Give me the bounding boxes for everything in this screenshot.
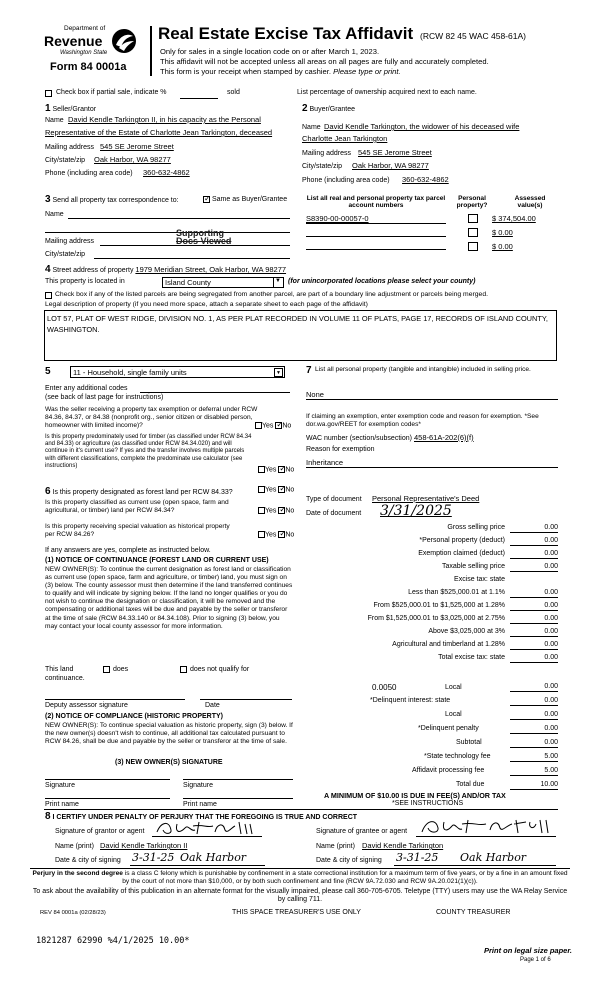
tech-fee-value[interactable]: 5.00 [544,753,558,760]
corr-name-field-2[interactable] [45,232,290,233]
forest-question: Is this property designated as forest land per RCW 84.33? [52,489,233,496]
if-yes-note: If any answers are yes, complete as instructed below. [45,547,211,554]
wac-label: WAC number (section/subsection) [306,435,412,442]
tax-row-value[interactable]: 0.00 [544,589,558,596]
q2-yes-label: Yes [265,466,277,474]
corr-city-label: City/state/zip [45,251,86,258]
q4-yes-no [258,507,294,514]
does-not-checkbox[interactable] [180,666,187,673]
additional-codes-field[interactable] [140,392,290,393]
affidavit-fee-value[interactable]: 5.00 [544,767,558,774]
tax-row-label: Gross selling price [447,524,505,531]
buyer-section-number: 2 [302,103,308,114]
personal-property-value[interactable]: None [306,390,324,399]
delinquent-penalty-line [510,733,558,734]
parcel-number-1[interactable]: S8390-00-00057-0 [306,214,369,223]
correspondence-label: Send all property tax correspondence to: [52,197,179,204]
tech-fee-label: *State technology fee [424,753,491,760]
q2-no-checkbox[interactable] [278,466,285,473]
county-select-value: Island County [165,278,211,287]
tax-row-label: *Personal property (deduct) [419,537,505,544]
reason-label: Reason for exemption [306,446,375,453]
perjury-notice [30,870,570,885]
form-number: Form 84 0001a [50,61,127,73]
header-divider [150,26,152,76]
q5-yes-label: Yes [265,531,277,539]
buyer-mailing-label: Mailing address [302,150,352,157]
owner-signature-label-1: Signature [45,782,75,789]
total-due-label: Total due [456,781,485,788]
header-note-2: This affidavit will not be accepted unless all areas on all pages are fully and accurately completed. [160,57,489,66]
personal-property-label: List all personal property (tangible and intangible) included in selling price. [315,366,531,373]
q1-yes-label: Yes [262,422,274,430]
personal-property-checkbox-1[interactable] [468,214,478,223]
current-use-question: Is this property classified as current use (open space, farm and agricultural, or timber) land per RCW 84.34? [45,499,229,514]
local2-label: Local [445,711,462,718]
seller-name-line1[interactable]: David Kendle Tarkington II, in his capacity as the Personal [68,115,261,124]
subtotal-label: Subtotal [456,739,482,746]
deputy-signature-label: Deputy assessor signature [45,702,128,709]
local2-value[interactable]: 0.00 [544,711,558,718]
doc-date-field[interactable]: 3/31/2025 [380,503,452,519]
buyer-mailing-field[interactable]: 545 SE Jerome Street [358,148,432,157]
assessed-col-header: Assessed value(s) [514,195,546,209]
county-label: This property is located in [45,278,125,285]
reason-line [306,467,558,468]
grantee-signature[interactable] [418,816,558,838]
correspondence-heading [45,194,179,205]
wac-field[interactable]: 458-61A-202(6)(f) [414,433,474,442]
ownership-note: List percentage of ownership acquired next to each name. [297,89,477,96]
cashier-stamp: 1821287 62990 %4/1/2025 10.00* [36,936,190,946]
notice-continuance-heading: (1) NOTICE OF CONTINUANCE (FOREST LAND OR CURRENT USE) [45,557,269,564]
page-number: Page 1 of 6 [520,957,551,963]
notice-compliance-text: NEW OWNER(S): To continue special valuation as historic property, sign (3) below. If the new owner(s) doesn't wish to continue, all additional tax calculated pursuant to RCW 84.26, shall be due and payable by the seller or transferor at the time of sale. [45,722,293,746]
header-note-1: Only for sales in a single location code on or after March 1, 2023. [160,47,380,56]
legal-label: Legal description of property (if you need more space, attach a separate sheet to each page of the affidavit) [45,301,368,308]
buyer-name-label: Name [302,124,321,131]
q5-no-label: No [285,531,295,539]
accessibility-notice: To ask about the availability of this publication in an alternate format for the visually impaired, please call 360-705-6705. Teletype (TTY) users may use the WA Relay Service by calling 711. [32,888,568,903]
grantor-signature[interactable] [155,818,260,838]
parcel-line-3 [306,249,446,250]
delinquent-interest-line [510,705,558,706]
location-heading [45,264,286,275]
subtotal-value[interactable]: 0.00 [544,739,558,746]
buyer-name-line2[interactable]: Charlotte Jean Tarkington [302,134,388,143]
q3-yes-no [258,486,294,493]
header-note-3a: This form is your receipt when stamped by cashier. [160,67,331,76]
grantor-city-field[interactable]: Oak Harbor [180,851,247,864]
legal-description-field[interactable] [44,310,557,361]
chevron-down-icon: ▼ [274,368,283,377]
legal-paper-note: Print on legal size paper. [484,946,572,955]
section7-number: 7 [306,365,312,376]
tax-row-line [510,662,558,663]
section8-number: 8 [45,811,51,822]
this-land-label: This land [45,666,74,673]
partial-sold-label: sold [227,89,240,96]
owner-signature-field-1[interactable] [45,779,170,780]
q3-yes-label: Yes [265,486,277,494]
owner-print-field-2[interactable] [183,798,293,799]
perjury-text: is a class C felony which is punishable by confinement in a state correctional institution for a maximum term of five years, or by a fine in an amount fixed by the court of not more than $10,000, or by both such confinement and fine (RCW 9A.72.030 and RCW 9A.20.021(1)(c)). [122,870,568,885]
q4-no-label: No [285,507,295,515]
q1-no-label: No [282,422,292,430]
form-title-ref: (RCW 82 45 WAC 458-61A) [420,31,526,41]
local-label: Local [445,684,462,691]
footer-divider [30,868,570,869]
form-title: Real Estate Excise Tax Affidavit [158,24,414,43]
q5-yes-checkbox[interactable] [258,531,265,538]
seller-phone-field[interactable]: 360-632-4862 [143,168,190,177]
seller-mailing-field[interactable]: 545 SE Jerome Street [100,142,174,151]
county-select[interactable] [162,277,284,288]
section8-divider [44,809,558,810]
header-note-3b: Please type or print. [333,67,401,76]
subtotal-line [510,747,558,748]
corr-name-field[interactable] [68,218,290,219]
tax-row-line [510,597,558,598]
land-use-value: 11 - Household, single family units [73,368,187,377]
local-value[interactable]: 0.00 [544,683,558,690]
segregated-label: Check box if any of the listed parcels are being segregated from another parcel, are part of a boundary line adjustment or parcels being merged. [55,291,488,298]
tax-row-label: From $525,000.01 to $1,525,000 at 1.28% [373,602,505,609]
affidavit-fee-line [510,775,558,776]
tax-row-line [510,623,558,624]
segregated-checkbox[interactable] [45,292,52,299]
personal-property-line [306,399,558,400]
grantee-date-label: Date & city of signing [316,857,382,864]
seller-phone-label: Phone (including area code) [45,170,133,177]
forest-land-heading [45,486,233,497]
does-checkbox[interactable] [103,666,110,673]
tax-row-value[interactable]: 0.00 [544,550,558,557]
deputy-signature-field[interactable] [45,699,185,700]
buyer-heading [302,103,355,114]
treasurer-use-label: THIS SPACE TREASURER'S USE ONLY [232,909,361,916]
q4-yes-label: Yes [265,507,277,515]
delinquent-interest-value[interactable]: 0.00 [544,697,558,704]
tax-row-label: Less than $525,000.01 at 1.1% [408,589,505,596]
correspondence-number: 3 [45,194,51,205]
q1-no-checkbox[interactable] [275,422,282,429]
notice-compliance-heading: (2) NOTICE OF COMPLIANCE (HISTORIC PROPERTY) [45,713,223,720]
grantor-signature-label: Signature of grantor or agent [55,828,145,835]
buyer-city-field[interactable]: Oak Harbor, WA 98277 [352,161,429,170]
affidavit-fee-label: Affidavit processing fee [412,767,485,774]
q5-yes-no [258,531,294,538]
buyer-phone-field[interactable]: 360-632-4862 [402,175,449,184]
doc-date-label: Date of document [306,510,362,517]
does-label: does [113,666,129,673]
timber-question: Is this property predominately used for timber (as classified under RCW 84.34 and 84.33) or agriculture (as classified under RCW 84.34.020) and will continue in it's current use? If yes and the transfer involves multiple parcels with different classifications, complete the predominate use calculator (see instructions) [45,434,252,469]
grantee-name-label: Name (print) [316,843,355,850]
tax-row-line [510,545,558,546]
new-owner-signature-heading: (3) NEW OWNER(S) SIGNATURE [115,759,223,766]
corr-mailing-label: Mailing address [45,238,95,245]
grantor-date-label: Date & city of signing [55,857,121,864]
does-not-label: does not qualify for [190,666,250,673]
section6-number: 6 [45,486,51,497]
owner-print-label-1: Print name [45,801,79,808]
street-label: Street address of property [52,267,134,274]
parcel-line-2 [306,236,446,237]
supporting-docs-stamp [176,229,231,245]
logo-revenue: Revenue [44,33,103,49]
tax-row-value[interactable]: 0.00 [544,537,558,544]
county-treasurer-label: COUNTY TREASURER [436,909,511,916]
owner-signature-label-2: Signature [183,782,213,789]
tax-row-value[interactable]: 0.00 [544,615,558,622]
tax-row-value[interactable]: 0.00 [544,602,558,609]
exemption-instructions: If claiming an exemption, enter exemption code and reason for exemption. *See dor.wa.gov/REET for exemption codes* [306,413,539,428]
continuance-label: continuance. [45,675,85,682]
seller-city-label: City/state/zip [45,157,86,164]
local-rate: 0.0050 [372,683,397,692]
buyer-heading-label: Buyer/Grantee [309,106,356,113]
q2-yes-checkbox[interactable] [258,466,265,473]
local-line [510,691,558,692]
additional-codes-note: (see back of last page for instructions) [45,394,164,401]
tax-row-label: Taxable selling price [441,563,505,570]
partial-percent-field[interactable] [180,98,218,99]
buyer-name-line1[interactable]: David Kendle Tarkington, the widower of his deceased wife [324,122,520,131]
parcel-line-1 [306,223,446,224]
same-as-buyer-checkbox[interactable] [203,196,210,203]
corr-city-field[interactable] [94,258,290,259]
tax-row-value[interactable]: 0.00 [544,524,558,531]
grantee-date-field[interactable]: 3-31-25 [396,851,439,864]
owner-print-label-2: Print name [183,801,217,808]
form-revision: REV 84 0001a (02/28/23) [40,910,106,916]
tax-row-label: Excise tax: state [454,576,505,583]
grantor-name-field[interactable]: David Kendle Tarkington II [100,841,188,850]
tech-fee-line [510,761,558,762]
stamp-line-2: Docs Viewed [176,236,232,246]
tax-row-value[interactable]: 0.00 [544,641,558,648]
assessed-value-1[interactable]: $ 374,504.00 [492,214,536,223]
street-field[interactable]: 1979 Meridian Street, Oak Harbor, WA 98277 [135,265,287,274]
total-due-value[interactable]: 10.00 [540,781,558,788]
tax-row-value[interactable]: 0.00 [544,563,558,570]
grantee-city-field[interactable]: Oak Harbor [460,851,527,864]
same-as-buyer-label: Same as Buyer/Grantee [212,196,288,203]
tax-row-line [510,636,558,637]
grantee-date-line [394,865,556,866]
logo-state: Washington State [60,50,108,56]
tax-row-line [510,610,558,611]
deputy-date-label: Date [205,702,220,709]
seller-city-field[interactable]: Oak Harbor, WA 98277 [94,155,171,164]
seller-name-label: Name [45,117,64,124]
tax-row-label: Agricultural and timberland at 1.28% [392,641,505,648]
seller-heading-label: Seller/Grantor [52,106,97,113]
tax-row-label: From $1,525,000.01 to $3,025,000 at 2.75% [367,615,505,622]
stamp-line-1: Supporting [176,228,224,238]
corr-mailing-field[interactable] [100,245,290,246]
tax-row-line [510,649,558,650]
certify-statement: I CERTIFY UNDER PENALTY OF PERJURY THAT THE FOREGOING IS TRUE AND CORRECT [52,814,358,821]
owner-signature-field-2[interactable] [183,779,293,780]
q3-yes-checkbox[interactable] [258,486,265,493]
owner-print-field-1[interactable] [45,798,170,799]
q1-yes-checkbox[interactable] [255,422,262,429]
tax-row-label: Total excise tax: state [438,654,505,661]
seller-name-line2[interactable]: Representative of the Estate of Charlotte Jean Tarkington, deceased [45,128,273,137]
partial-sale-label: Check box if partial sale, indicate % [56,89,167,96]
tax-row-label: Above $3,025,000 at 3% [428,628,505,635]
assessed-value-3[interactable]: $ 0.00 [492,242,513,251]
seller-section-number: 1 [45,103,51,114]
chevron-down-icon: ▼ [273,278,282,287]
seller-mailing-label: Mailing address [45,144,95,151]
partial-sale-checkbox[interactable] [45,90,52,97]
additional-codes-label: Enter any additional codes [45,385,128,392]
grantor-date-field[interactable]: 3-31-25 [132,851,175,864]
exemption-question: Was the seller receiving a property tax exemption or deferral under RCW 84.36, 84.37, or 84.38 (nonprofit org., senior citizen or disabled person, homeowner with limited income)? [45,406,258,429]
buyer-phone-label: Phone (including area code) [302,177,390,184]
county-note: (for unincorporated locations please select your county) [288,278,476,285]
q4-no-checkbox[interactable] [278,507,285,514]
notice-continuance-text: NEW OWNER(S): To continue the current designation as forest land or classification as current use (open space, farm and agriculture, or timber) land, you must sign on (3) below. The county assessor must then determine if the land transferred continues to qualify and will indicate by signing below. If the land no longer qualifies or you do not wish to continue the designation or classification, it will be removed and the compensating or additional taxes will be due and payable by the seller or transferor at the time of sale (RCW 84.33.140 or 84.34.108). Prior to signing (3) below, you may contact your local county assessor for more information. [45,566,293,630]
land-use-select[interactable] [70,366,285,378]
perjury-bold: Perjury in the second degree [32,870,123,877]
personal-property-checkbox-3[interactable] [468,242,478,251]
tax-row-value[interactable]: 0.00 [544,628,558,635]
tax-row-value[interactable]: 0.00 [544,654,558,661]
q2-no-label: No [285,466,295,474]
q5-no-checkbox[interactable] [278,531,285,538]
grantor-name-label: Name (print) [55,843,94,850]
corr-name-label: Name [45,211,64,218]
tax-row-line [510,558,558,559]
historic-question: Is this property receiving special valuation as historical property per RCW 84.26? [45,523,230,538]
tax-row-line [510,571,558,572]
q4-yes-checkbox[interactable] [258,507,265,514]
see-instructions-note: *SEE INSTRUCTIONS [392,800,464,807]
legal-description-text: LOT 57, PLAT OF WEST RIDGE, DIVISION NO. 1, AS PER PLAT RECORDED IN VOLUME 11 OF PLATS, PAGE 17, RECORDS OF ISLAND COUNTY, WASHINGTON. [47,314,548,334]
seller-heading [45,103,96,114]
logo-dept-line: Department of [64,25,106,32]
doc-type-label: Type of document [306,496,362,503]
grantee-name-field[interactable]: David Kendle Tarkington [362,841,444,850]
grantor-date-line [130,865,265,866]
dor-emblem-icon [110,27,138,55]
delinquent-penalty-label: *Delinquent penalty [418,725,479,732]
personal-col-header: Personal property? [456,195,488,209]
delinquent-interest-label: *Delinquent interest: state [370,697,451,704]
local2-line [510,719,558,720]
q3-no-label: No [285,486,295,494]
tax-row-label: Exemption claimed (deduct) [418,550,505,557]
total-due-line [510,789,558,790]
reason-field[interactable]: Inheritance [306,458,344,467]
buyer-city-label: City/state/zip [302,163,343,170]
minimum-due-note: A MINIMUM OF $10.00 IS DUE IN FEE(S) AND/OR TAX [324,791,506,800]
doc-type-field[interactable]: Personal Representative's Deed [372,494,480,503]
deputy-date-field[interactable] [200,699,292,700]
delinquent-penalty-value[interactable]: 0.00 [544,725,558,732]
q2-yes-no [258,466,294,473]
parcel-col-header: List all real and personal property tax parcel account numbers [306,195,446,209]
personal-property-checkbox-2[interactable] [468,228,478,237]
q1-yes-no [255,422,291,429]
dor-logo [44,25,139,73]
land-use-number: 5 [45,366,51,377]
location-number: 4 [45,264,51,275]
grantee-signature-label: Signature of grantee or agent [316,828,408,835]
assessed-value-2[interactable]: $ 0.00 [492,228,513,237]
header-note-3 [160,67,401,76]
tax-row-line [510,532,558,533]
q3-no-checkbox[interactable] [278,486,285,493]
